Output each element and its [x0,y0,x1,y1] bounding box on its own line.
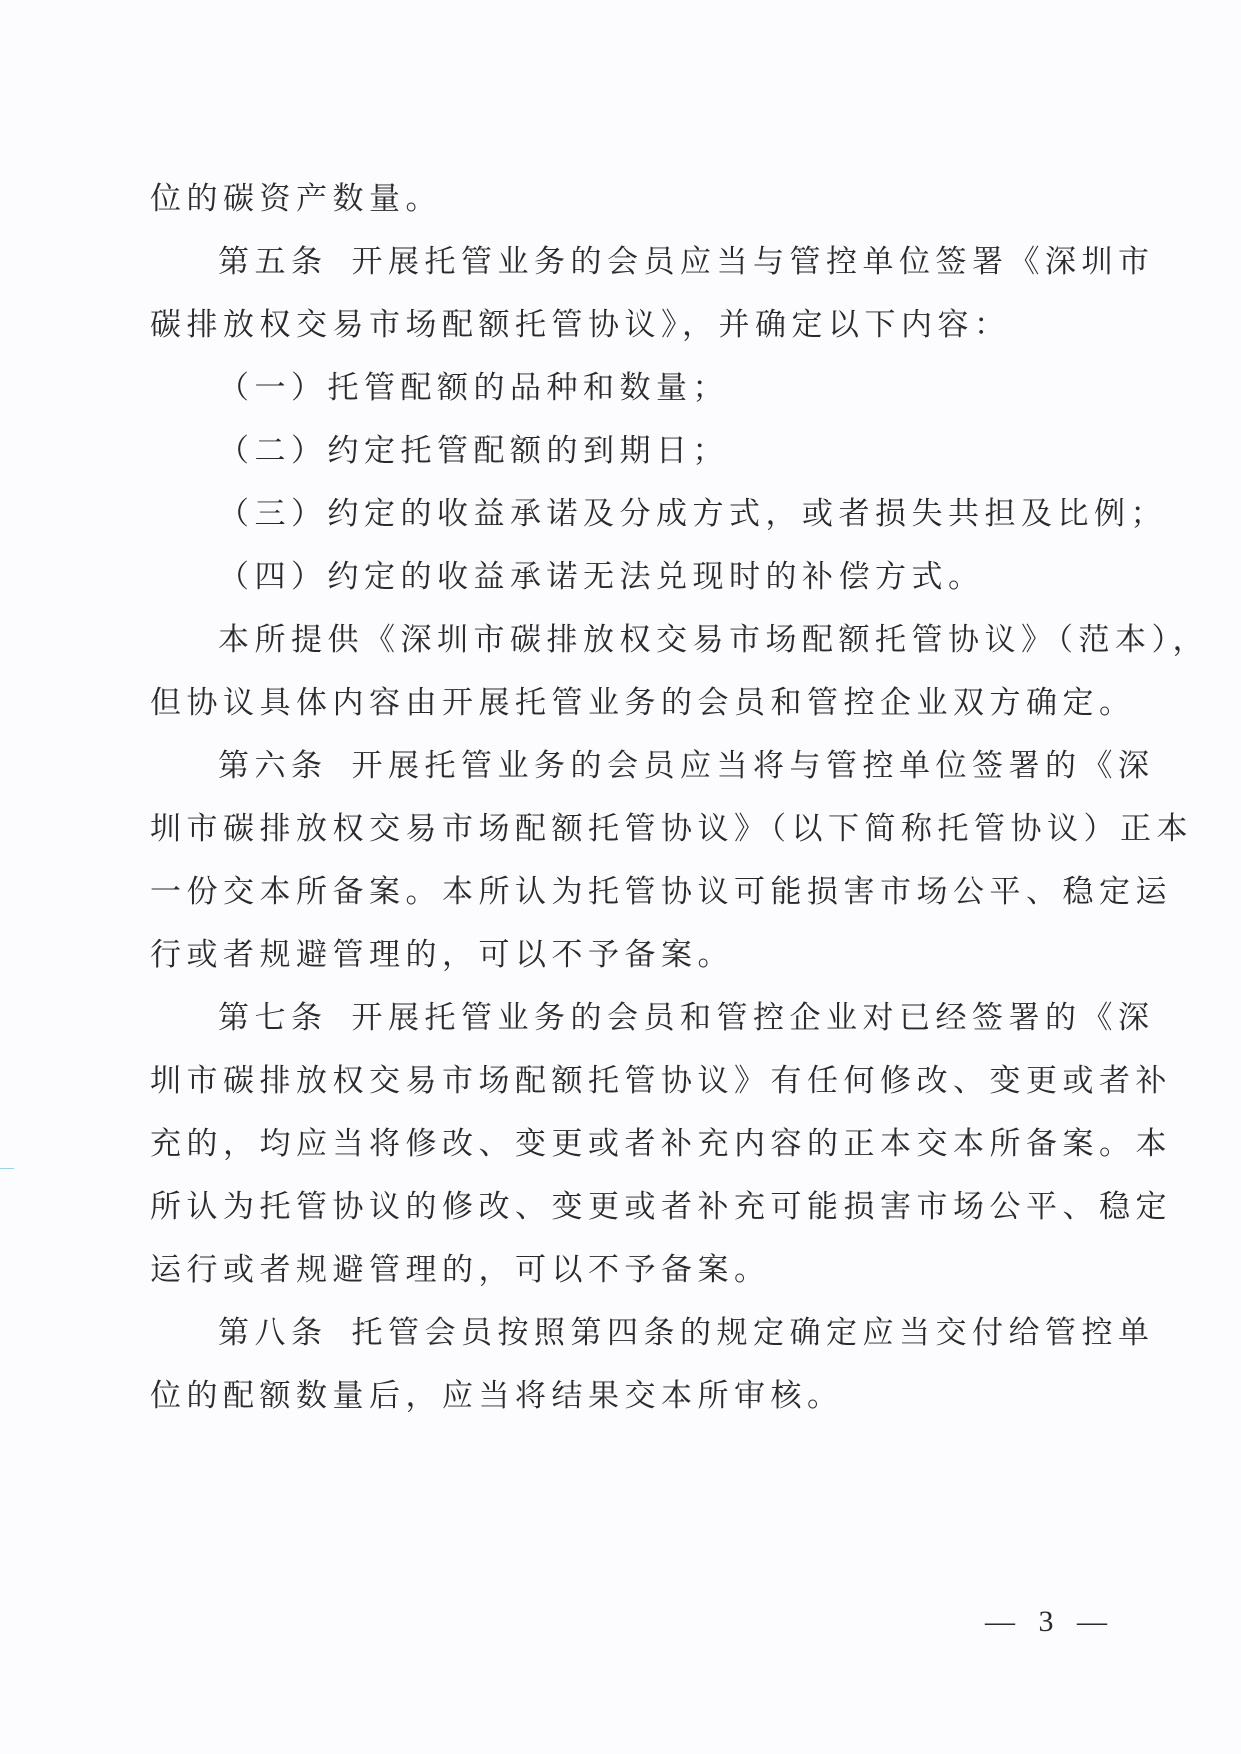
text-line [150,609,1209,672]
line-text: 圳市碳排放权交易市场配额托管协议》有任何修改、变更或者补 [150,1063,1172,1099]
line-text: 运行或者规避管理的，可以不予备案。 [150,1252,771,1288]
text-line [150,1176,1172,1239]
text-line [150,924,1090,987]
article-heading: 第五条 [218,244,328,280]
line-text: 位的碳资产数量。 [150,181,442,217]
line-text: 但协议具体内容由开展托管业务的会员和管控企业双方确定。 [150,685,1136,721]
article-heading: 第八条 [218,1315,328,1351]
text-line [150,1239,1090,1302]
text-line [150,798,1193,861]
page-number: — 3 — [985,1605,1115,1638]
list-item [150,357,1090,420]
line-text: 行或者规避管理的，可以不予备案。 [150,937,734,973]
article-5-line [150,231,1155,294]
line-text: 所认为托管协议的修改、变更或者补充可能损害市场公平、稳定 [150,1189,1172,1225]
line-text: 本所提供《深圳市碳排放权交易市场配额托管协议》（范本）， [218,622,1209,658]
line-text: 位的配额数量后，应当将结果交本所审核。 [150,1378,844,1414]
article-heading: 第六条 [218,748,328,784]
line-text: 充的，均应当将修改、变更或者补充内容的正本交本所备案。本 [150,1126,1172,1162]
list-item [150,546,1090,609]
text-line [150,294,1090,357]
text-line [150,1113,1172,1176]
article-8-line [150,1302,1155,1365]
text-line [150,672,1136,735]
line-text: 开展托管业务的会员应当将与管控单位签署的《深 [351,748,1155,784]
text-line [150,168,1090,231]
line-text: 开展托管业务的会员应当与管控单位签署《深圳市 [351,244,1155,280]
line-text: 开展托管业务的会员和管控企业对已经签署的《深 [351,1000,1155,1036]
line-text: 圳市碳排放权交易市场配额托管协议》（以下简称托管协议）正本 [150,811,1193,847]
text-line [150,1050,1172,1113]
line-text: 托管会员按照第四条的规定确定应当交付给管控单 [351,1315,1155,1351]
document-body [150,168,1209,1428]
text-line [150,1365,1090,1428]
line-text: （二）约定托管配额的到期日； [218,433,729,469]
list-item [150,483,1167,546]
list-item [150,420,1090,483]
line-text: （一）托管配额的品种和数量； [218,370,729,406]
article-heading: 第七条 [218,1000,328,1036]
line-text: 碳排放权交易市场配额托管协议》，并确定以下内容： [150,307,1011,343]
line-text: （四）约定的收益承诺无法兑现时的补偿方式。 [218,559,985,595]
article-7-line [150,987,1155,1050]
text-line [150,861,1172,924]
article-6-line [150,735,1155,798]
scan-edge-mark [0,1168,14,1169]
line-text: 一份交本所备案。本所认为托管协议可能损害市场公平、稳定运 [150,874,1172,910]
line-text: （三）约定的收益承诺及分成方式，或者损失共担及比例； [218,496,1167,532]
